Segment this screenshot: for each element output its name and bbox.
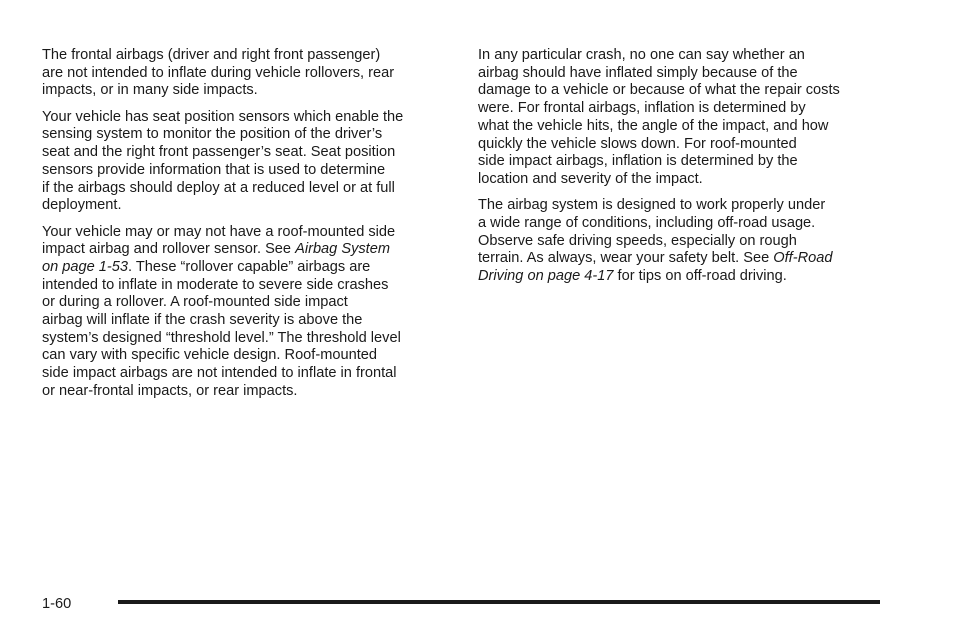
left-column bbox=[42, 47, 452, 409]
text-line: impacts, or in many side impacts. bbox=[42, 82, 258, 99]
footer-rule bbox=[118, 600, 880, 604]
text-line: system’s designed “threshold level.” The threshold level bbox=[42, 329, 401, 346]
text-line: side impact airbags are not intended to inflate in frontal bbox=[42, 365, 397, 382]
paragraph-seat-sensors bbox=[42, 109, 452, 215]
text-line: Observe safe driving speeds, especially on rough bbox=[478, 232, 797, 249]
text-line: can vary with specific vehicle design. Roof-mounted bbox=[42, 347, 378, 364]
paragraph-off-road-usage bbox=[478, 197, 888, 286]
text-line: or near-frontal impacts, or rear impacts. bbox=[42, 382, 298, 399]
text-line: are not intended to inflate during vehicle rollovers, rear bbox=[42, 64, 395, 81]
text-line: The frontal airbags (driver and right front passenger) bbox=[42, 47, 381, 63]
text-line: were. For frontal airbags, inflation is determined by bbox=[478, 100, 806, 117]
text-segment: . These “rollover capable” airbags are bbox=[128, 258, 371, 275]
text-line: intended to inflate in moderate to severe side crashes bbox=[42, 276, 389, 293]
text-line bbox=[478, 250, 888, 268]
text-line: Your vehicle has seat position sensors which enable the bbox=[42, 108, 404, 125]
text-line: sensing system to monitor the position of the driver’s bbox=[42, 126, 383, 143]
text-line bbox=[478, 268, 888, 286]
text-line: The airbag system is designed to work properly under bbox=[478, 197, 826, 214]
off-road-reference-link[interactable]: Off-Road bbox=[773, 250, 833, 267]
airbag-system-reference-link[interactable]: Airbag System bbox=[295, 241, 391, 258]
paragraph-roof-mounted-airbag bbox=[42, 224, 452, 401]
text-segment: impact airbag and rollover sensor. See bbox=[42, 241, 296, 258]
text-line: quickly the vehicle slows down. For roof-mounted bbox=[478, 135, 797, 152]
text-line: damage to a vehicle or because of what the repair costs bbox=[478, 82, 840, 99]
paragraph-frontal-airbags bbox=[42, 47, 452, 100]
text-line: airbag will inflate if the crash severity is above the bbox=[42, 312, 363, 329]
airbag-system-page-reference-link[interactable]: on page 1-53 bbox=[42, 258, 129, 275]
text-line: side impact airbags, inflation is determined by the bbox=[478, 153, 798, 170]
text-line bbox=[42, 241, 452, 259]
text-line: location and severity of the impact. bbox=[478, 170, 703, 187]
text-line: if the airbags should deploy at a reduced level or at full bbox=[42, 179, 395, 196]
paragraph-crash-inflation bbox=[478, 47, 888, 189]
text-line: a wide range of conditions, including off-road usage. bbox=[478, 214, 816, 231]
off-road-page-reference-link[interactable]: Driving on page 4-17 bbox=[478, 268, 614, 285]
right-column bbox=[478, 47, 888, 294]
text-line: deployment. bbox=[42, 197, 122, 214]
text-segment: for tips on off-road driving. bbox=[613, 268, 787, 285]
text-line bbox=[42, 259, 452, 277]
text-line: sensors provide information that is used to determine bbox=[42, 161, 386, 178]
page-number: 1-60 bbox=[42, 596, 72, 612]
text-line: seat and the right front passenger’s seat. Seat position bbox=[42, 144, 396, 161]
text-line: or during a rollover. A roof-mounted side impact bbox=[42, 294, 348, 311]
text-line: In any particular crash, no one can say whether an bbox=[478, 47, 805, 63]
text-line: airbag should have inflated simply because of the bbox=[478, 64, 798, 81]
text-line: Your vehicle may or may not have a roof-mounted side bbox=[42, 223, 396, 240]
text-line: what the vehicle hits, the angle of the impact, and how bbox=[478, 117, 829, 134]
text-segment: terrain. As always, wear your safety belt. See bbox=[478, 250, 774, 267]
